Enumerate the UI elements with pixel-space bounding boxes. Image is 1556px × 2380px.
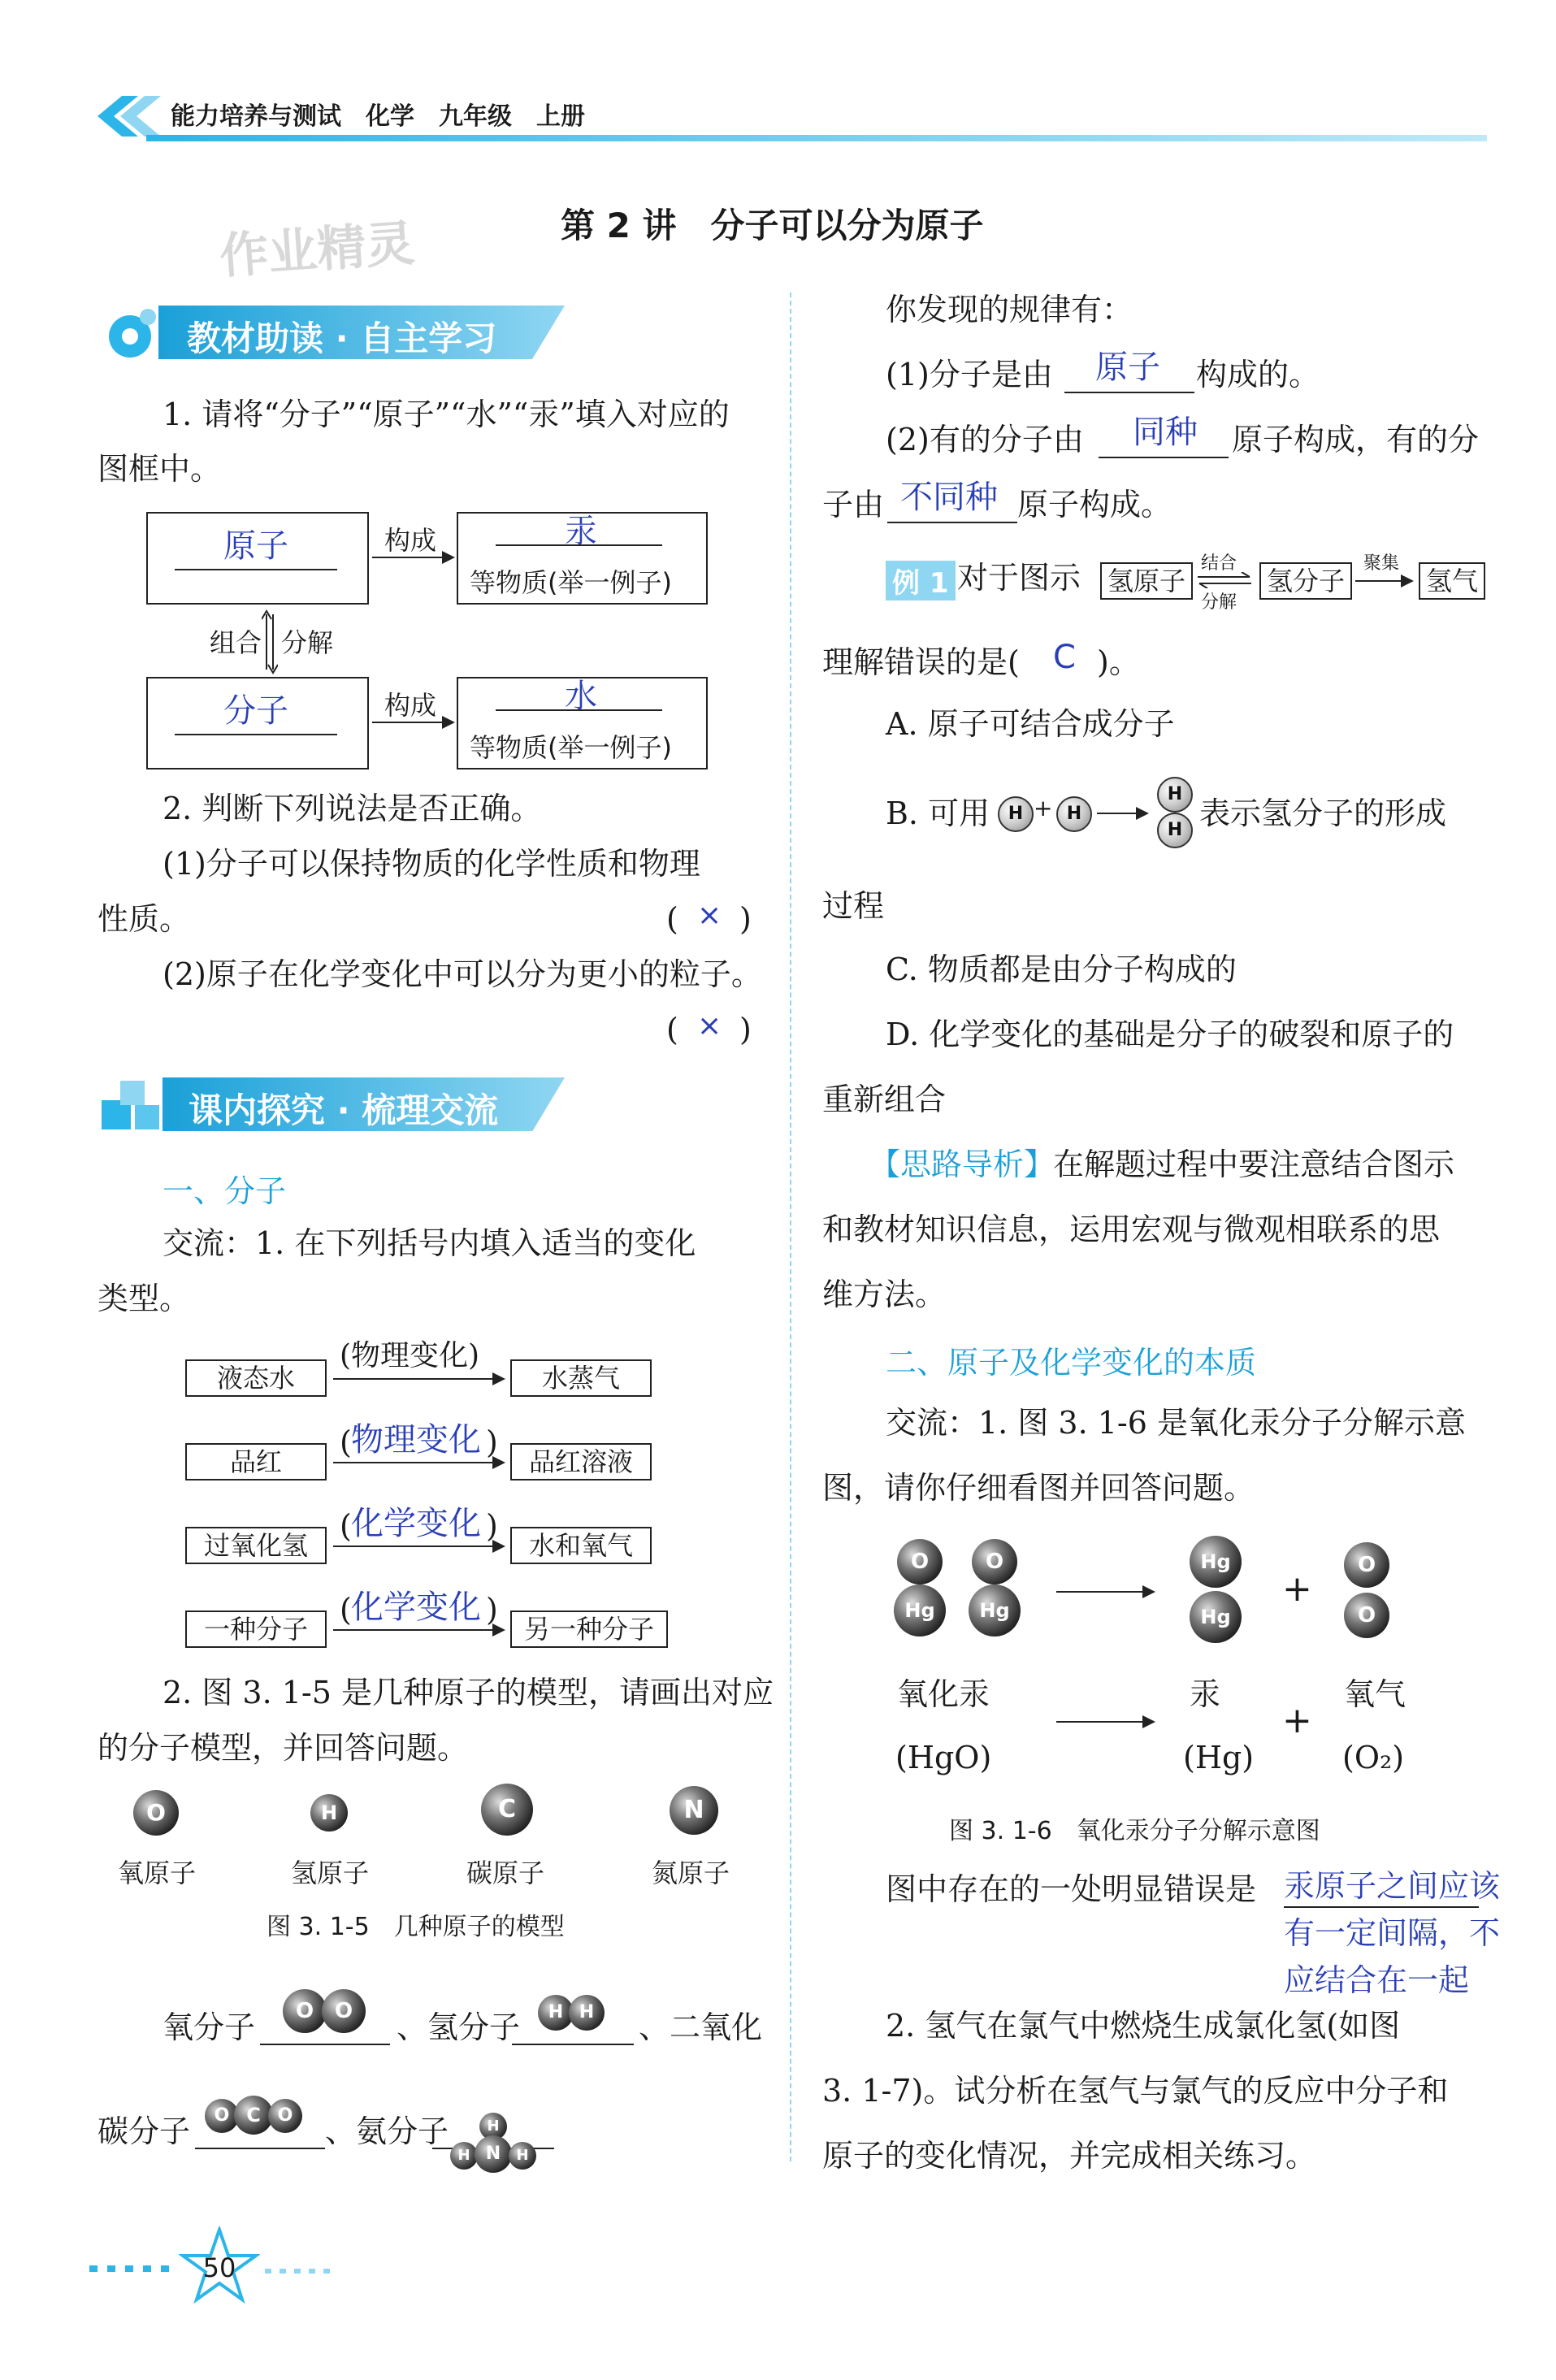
change-row-3-to: 水和氧气 [510, 1527, 652, 1564]
answer-water: 水 [565, 678, 597, 715]
nh3-model-h-left: H [450, 2142, 478, 2170]
co2-model-o2: O [268, 2099, 302, 2133]
name-hgo: 氧化汞 [897, 1676, 990, 1712]
example-box-h-atom: 氢原子 [1100, 562, 1193, 600]
example-arrow-bottom: 分解 [1201, 592, 1237, 613]
co2-label-b: 碳分子 [98, 2113, 191, 2149]
nh3-model-h-top: H [479, 2113, 507, 2140]
decomposition-arrow [1056, 1591, 1154, 1593]
q1-line1: 1. 请将“分子”“原子”“水”“汞”填入对应的 [163, 397, 730, 432]
q2-2-paren-close: ) [739, 1012, 752, 1047]
hg-2: Hg [1190, 1591, 1242, 1643]
hint-a: 在解题过程中要注意结合图示 [1053, 1147, 1455, 1182]
h2-model-atom-1: H [538, 1995, 574, 2031]
q2-2-answer: × [697, 1009, 722, 1043]
option-a: A. 原子可结合成分子 [886, 706, 1175, 742]
hint-b: 和教材知识信息，运用宏观与微观相联系的思 [822, 1212, 1441, 1247]
fig2-caption: 图 3. 1-6 氧化汞分子分解示意图 [949, 1817, 1320, 1845]
name-hg: 汞 [1190, 1676, 1221, 1712]
ex3-line1: 交流：1. 图 3. 1-6 是氧化汞分子分解示意 [886, 1405, 1467, 1441]
q2-1-paren-open: ( [666, 901, 678, 937]
option-b-h2-atom-bottom: H [1157, 813, 1193, 848]
nh3-label: 、氨分子 [325, 2113, 449, 2149]
answer-mercury: 汞 [565, 513, 597, 550]
column-divider [790, 293, 791, 2161]
hgo-1-o: O [897, 1539, 943, 1584]
change-row-1-from: 液态水 [185, 1359, 327, 1397]
example-arrow-top: 结合 [1201, 553, 1237, 574]
change-row-1-to: 水蒸气 [510, 1359, 652, 1397]
o2-model-atom-2: O [322, 1989, 366, 2033]
change-row-1-type: (物理变化) [340, 1339, 480, 1372]
double-arrow-icon [262, 609, 278, 674]
ex1-line1: 交流：1. 在下列括号内填入适当的变化 [163, 1225, 696, 1261]
box4-caption: 等物质(举一例子) [470, 732, 672, 763]
option-b-plus: + [1034, 795, 1053, 822]
rule2-d: 原子构成。 [1017, 487, 1172, 522]
option-d-a: D. 化学变化的基础是分子的破裂和原子的 [886, 1017, 1454, 1052]
error-answer-1: 汞原子之间应该 [1284, 1868, 1501, 1904]
hint-c: 维方法。 [822, 1277, 947, 1312]
q2-1-answer: × [697, 899, 722, 932]
nitrogen-atom-model: N [670, 1786, 718, 1835]
example-answer: C [1053, 639, 1076, 676]
example-box-h-gas: 氢气 [1419, 562, 1485, 600]
option-b-b: 表示氢分子的形成 [1199, 796, 1447, 831]
example-text: 对于图示 [957, 560, 1081, 596]
change-row-2-type: 物理变化 [351, 1421, 481, 1459]
ex3-line2: 图，请你仔细看图并回答问题。 [822, 1470, 1255, 1506]
page-footer [89, 2226, 333, 2308]
error-answer-2: 有一定间隔，不 [1284, 1915, 1501, 1951]
arrow1-label: 构成 [384, 525, 437, 556]
option-b-h2-atom-top: H [1157, 777, 1193, 813]
formula-hg: (Hg) [1183, 1740, 1255, 1775]
example-line2: 理解错误的是( [822, 644, 1020, 680]
o2-atom-2: O [1344, 1593, 1389, 1638]
ex2-line2: 的分子模型，并回答问题。 [98, 1730, 469, 1766]
error-text: 图中存在的一处明显错误是 [886, 1871, 1257, 1907]
change-row-4-from: 一种分子 [185, 1611, 327, 1648]
carbon-atom-model: C [481, 1784, 533, 1836]
q2-1-line2: 性质。 [98, 901, 191, 937]
section1-banner-text: 教材助读 · 自主学习 [187, 319, 497, 358]
option-d-b: 重新组合 [822, 1082, 947, 1117]
page-number: 50 [202, 2252, 236, 2283]
rule1-a: (1)分子是由 [886, 357, 1053, 392]
section2-banner [98, 1073, 569, 1138]
q2: 2. 判断下列说法是否正确。 [163, 791, 542, 826]
cubes-icon [98, 1076, 171, 1136]
co2-model-o1: O [205, 2099, 239, 2133]
oxygen-atom-label: 氧原子 [118, 1858, 197, 1888]
arrow1 [372, 557, 453, 558]
formula-hgo: (HgO) [895, 1740, 992, 1775]
change-row-4-to: 另一种分子 [510, 1611, 668, 1648]
option-b-a: B. 可用 [886, 796, 990, 831]
gear-icon [98, 306, 163, 362]
ex4-line3: 原子的变化情况，并完成相关练习。 [822, 2138, 1317, 2174]
ex4-line2: 3. 1-7)。试分析在氢气与氯气的反应中分子和 [822, 2073, 1449, 2109]
nitrogen-atom-label: 氮原子 [652, 1858, 730, 1888]
nh3-model-n: N [475, 2135, 512, 2173]
answer-molecule: 分子 [223, 692, 288, 730]
example-arrow2-top: 聚集 [1363, 553, 1400, 574]
co2-model-c: C [234, 2096, 273, 2135]
name-o2: 氧气 [1344, 1676, 1406, 1712]
footer-dots-right [265, 2269, 330, 2274]
sub-heading-atom: 二、原子及化学变化的本质 [886, 1345, 1257, 1381]
vert-left-label: 组合 [210, 627, 262, 658]
arrow2 [372, 722, 453, 723]
formula-o2: (O₂) [1342, 1740, 1405, 1775]
rule1-b: 构成的。 [1196, 357, 1320, 392]
hgo-2-o: O [972, 1539, 1017, 1584]
example-line2-end: )。 [1097, 644, 1140, 680]
sub-heading-molecule: 一、分子 [163, 1173, 287, 1209]
q2-2-paren-open: ( [666, 1012, 678, 1047]
hg-1: Hg [1190, 1536, 1242, 1588]
hydrogen-atom-label: 氢原子 [291, 1858, 370, 1888]
nh3-model-h-right: H [509, 2142, 536, 2170]
option-b-h-atom-2: H [1056, 796, 1092, 832]
answer-atom: 原子 [223, 527, 288, 565]
lesson-title: 第 2 讲 分子可以分为原子 [561, 206, 984, 245]
footer-dots-left [89, 2265, 171, 2272]
vert-right-label: 分解 [281, 627, 334, 658]
option-b-c: 过程 [822, 888, 885, 924]
header-chevron-icon [89, 96, 163, 137]
hint-tag: 【思路导析】 [869, 1147, 1055, 1182]
q2-1-line1: (1)分子可以保持物质的化学性质和物理 [163, 846, 700, 882]
o2-atom-1: O [1344, 1542, 1389, 1588]
carbon-atom-label: 碳原子 [466, 1858, 545, 1888]
q2-2-line1: (2)原子在化学变化中可以分为更小的粒子。 [163, 956, 762, 992]
rule1-answer: 原子 [1095, 349, 1160, 386]
rule2-c: 子由 [822, 487, 885, 522]
rule2-answer1: 同种 [1133, 414, 1198, 451]
arrow2-label: 构成 [384, 690, 437, 721]
hgo-1-hg: Hg [894, 1584, 946, 1637]
ex2-line1: 2. 图 3. 1-5 是几种原子的模型，请画出对应 [163, 1675, 774, 1710]
rule2-b: 原子构成，有的分 [1232, 422, 1480, 457]
rule2-a: (2)有的分子由 [886, 422, 1084, 457]
box2-caption: 等物质(举一例子) [470, 567, 672, 598]
o2-model-atom-1: O [283, 1989, 327, 2033]
section1-banner [98, 301, 569, 366]
o2-label: 氧分子 [163, 2009, 256, 2045]
oxygen-atom-model: O [133, 1790, 179, 1836]
header-title: 能力培养与测试 化学 九年级 上册 [171, 102, 585, 131]
q1-line2: 图框中。 [98, 451, 222, 487]
change-row-2-to: 品红溶液 [510, 1443, 652, 1480]
option-b-h-atom-1: H [998, 796, 1034, 832]
change-row-3-type: 化学变化 [351, 1505, 481, 1542]
page-header [89, 89, 1487, 146]
h2-label: 、氢分子 [397, 2009, 521, 2045]
change-row-3-from: 过氧化氢 [185, 1527, 327, 1564]
two-way-arrow-icon [1196, 572, 1253, 588]
section2-banner-text: 课内探究 · 梳理交流 [189, 1090, 499, 1130]
watermark: 作业精灵 [218, 215, 417, 286]
h2-model-atom-2: H [569, 1995, 605, 2031]
change-row-4-type: 化学变化 [351, 1589, 481, 1626]
hydrogen-atom-model: H [310, 1794, 348, 1832]
q2-1-paren-close: ) [739, 901, 752, 937]
option-c: C. 物质都是由分子构成的 [886, 952, 1237, 987]
error-answer-3: 应结合在一起 [1284, 1962, 1470, 1998]
ex4-line1: 2. 氢气在氯气中燃烧生成氯化氢(如图 [886, 2008, 1401, 2044]
change-row-2-from: 品红 [185, 1443, 327, 1480]
example-tag: 例 1 [886, 561, 956, 600]
hgo-2-hg: Hg [969, 1584, 1021, 1637]
example-box-h-molecule: 氢分子 [1259, 562, 1352, 600]
rule2-answer2: 不同种 [900, 479, 998, 516]
ex1-line2: 类型。 [98, 1281, 191, 1316]
fig1-caption: 图 3. 1-5 几种原子的模型 [267, 1913, 565, 1941]
co2-label-a: 、二氧化 [639, 2009, 763, 2045]
rule-intro: 你发现的规律有： [886, 292, 1133, 327]
header-rule [146, 135, 1487, 141]
plus-sign: + [1282, 1568, 1312, 1610]
